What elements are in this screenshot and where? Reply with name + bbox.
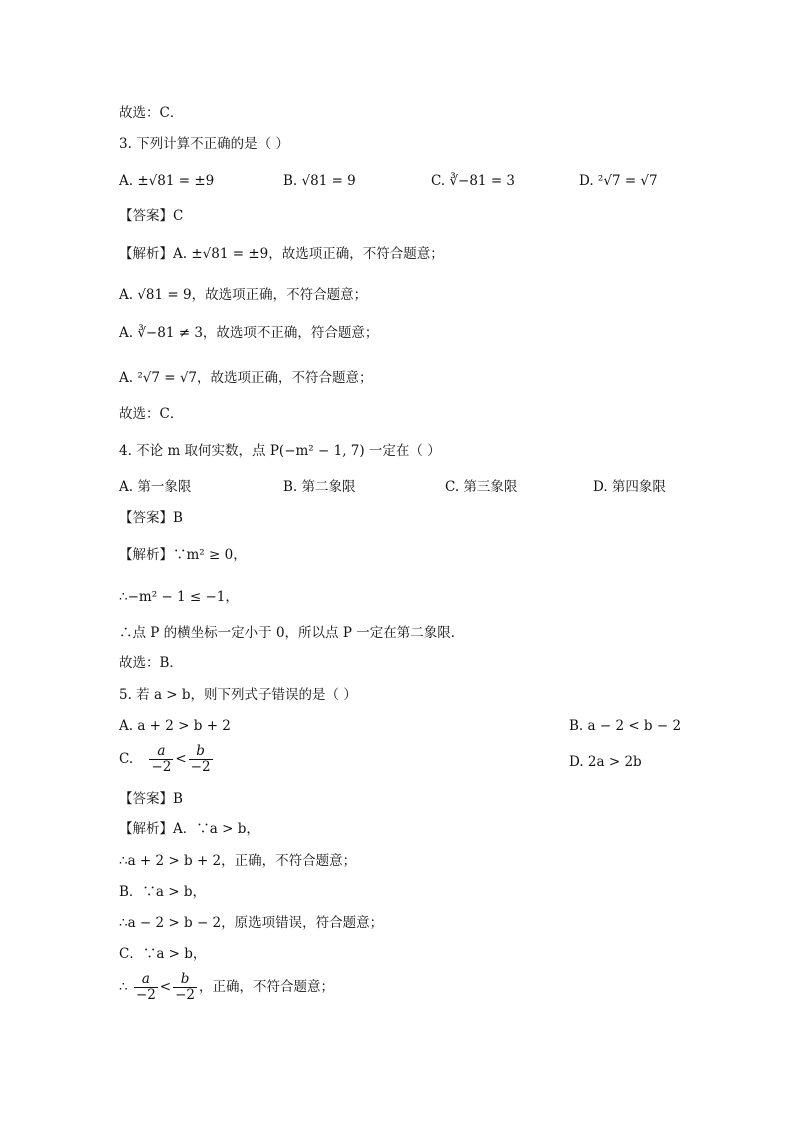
fraction-b-over-neg2 bbox=[189, 744, 213, 775]
q5-option-c-label: C. bbox=[119, 751, 134, 767]
question-4: 4. 不论 m 取何实数，点 P(−m² − 1, 7) 一定在（ ） bbox=[119, 443, 441, 459]
fraction-b-over-neg2 bbox=[173, 972, 197, 1003]
q5-explanation-4: ∴a − 2 > b − 2，原选项错误，符合题意； bbox=[119, 915, 384, 931]
q5-explanation-3: B．∵a > b， bbox=[119, 884, 207, 900]
fraction-denominator: −2 bbox=[175, 987, 196, 1003]
q4-option-b: B. 第二象限 bbox=[283, 479, 356, 495]
q4-choose: 故选：B． bbox=[119, 655, 183, 671]
q5-option-b: B. a − 2 < b − 2 bbox=[569, 718, 682, 734]
q4-option-a: A. 第一象限 bbox=[119, 479, 192, 495]
fraction-numerator: b bbox=[189, 744, 213, 760]
q2-choose-line: 故选：C． bbox=[119, 105, 184, 121]
q5-explanation-1: 【解析】A．∵a > b， bbox=[119, 821, 260, 837]
q3-option-c: C. ∛−81 = 3 bbox=[431, 173, 516, 189]
q4-option-c: C. 第三象限 bbox=[445, 479, 518, 495]
fraction-denominator: −2 bbox=[151, 759, 172, 775]
q4-explanation-3: ∴点 P 的横坐标一定小于 0，所以点 P 一定在第二象限． bbox=[119, 625, 465, 641]
q5-explanation-6 bbox=[119, 972, 334, 1003]
q5-explanation-2: ∴a + 2 > b + 2，正确，不符合题意； bbox=[119, 853, 357, 869]
q4-answer: 【答案】B bbox=[119, 510, 183, 526]
fraction-denominator: −2 bbox=[190, 759, 211, 775]
q3-explanation-a: 【解析】A. ±√81 = ±9，故选项正确，不符合题意； bbox=[119, 246, 444, 262]
q5-option-c bbox=[119, 744, 215, 775]
q5-explanation-6-tail: ，正确，不符合题意； bbox=[199, 979, 335, 995]
q5-option-a: A. a + 2 > b + 2 bbox=[119, 718, 231, 734]
q3-choose: 故选：C． bbox=[119, 406, 184, 422]
q3-explanation-b: A. √81 = 9，故选项正确，不符合题意； bbox=[119, 287, 368, 303]
fraction-numerator: a bbox=[149, 744, 173, 760]
q5-explanation-5: C．∵a > b， bbox=[119, 946, 207, 962]
question-3: 3. 下列计算不正确的是（ ） bbox=[119, 136, 289, 152]
fraction-a-over-neg2 bbox=[149, 744, 173, 775]
less-than-sign: < bbox=[175, 751, 187, 767]
q4-explanation-2: ∴−m² − 1 ≤ −1， bbox=[119, 589, 239, 605]
q3-option-b: B. √81 = 9 bbox=[283, 173, 356, 189]
q3-option-d: D. ²√7 = √7 bbox=[579, 173, 658, 189]
q3-option-a: A. ±√81 = ±9 bbox=[119, 173, 215, 189]
fraction-numerator: a bbox=[134, 972, 158, 988]
q4-explanation-1: 【解析】∵m² ≥ 0， bbox=[119, 547, 247, 563]
q5-answer: 【答案】B bbox=[119, 791, 183, 807]
q3-answer: 【答案】C bbox=[119, 208, 184, 224]
less-than-sign: < bbox=[159, 979, 172, 995]
therefore-sign: ∴ bbox=[119, 979, 128, 995]
q3-explanation-d: A. ²√7 = √7，故选项正确，不符合题意； bbox=[119, 370, 373, 386]
q3-explanation-c: A. ∛−81 ≠ 3，故选项不正确，符合题意； bbox=[119, 325, 379, 341]
q5-option-d: D. 2a > 2b bbox=[569, 754, 642, 770]
q4-option-d: D. 第四象限 bbox=[593, 479, 666, 495]
fraction-a-over-neg2 bbox=[134, 972, 158, 1003]
fraction-numerator: b bbox=[173, 972, 197, 988]
question-5: 5. 若 a > b，则下列式子错误的是（ ） bbox=[119, 687, 357, 703]
fraction-denominator: −2 bbox=[135, 987, 156, 1003]
